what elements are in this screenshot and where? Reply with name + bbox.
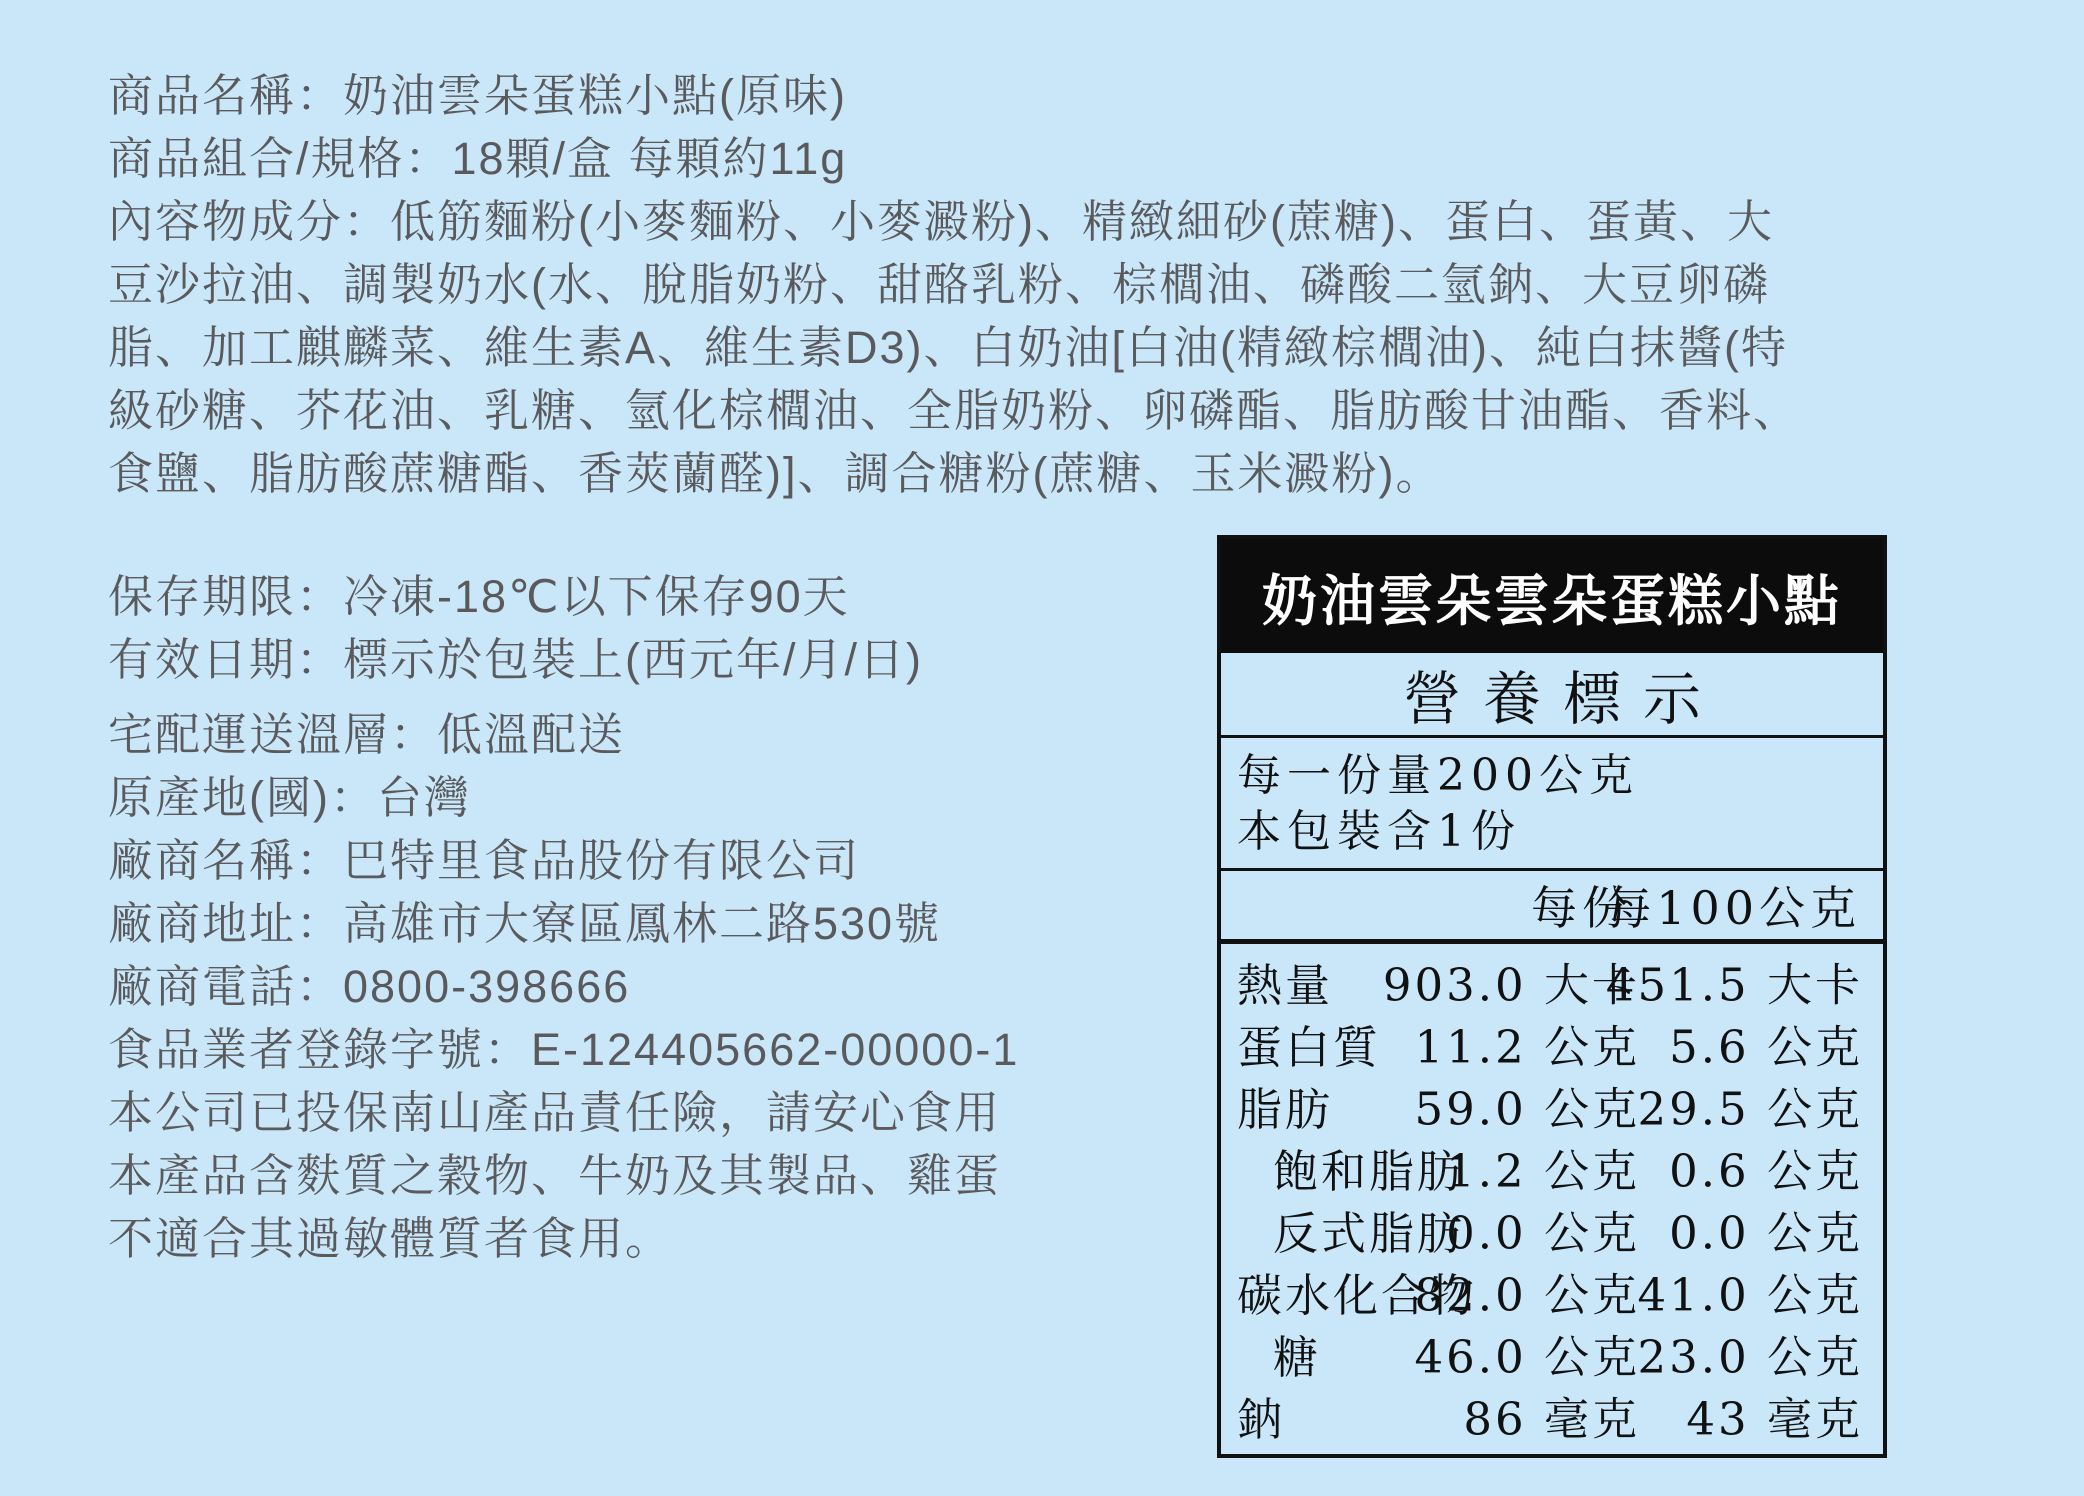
origin-country-line: 原產地(國)：台灣 (108, 772, 471, 823)
registration-number-line: 食品業者登錄字號：E-124405662-00000-1 (108, 1024, 1020, 1075)
table-row-protein (1221, 1012, 1883, 1074)
product-spec-line: 商品組合/規格：18顆/盒 每顆約11g (108, 133, 848, 184)
table-row-fat (1221, 1074, 1883, 1136)
per-100g-value: 29.5 公克 (1637, 1082, 1863, 1136)
per-100g-value: 5.6 公克 (1669, 1020, 1863, 1074)
product-header-block (108, 64, 1988, 190)
insurance-note-line: 本公司已投保南山產品責任險，請安心食用 (108, 1087, 1002, 1138)
nutrient-rows (1221, 944, 1883, 1454)
table-row-sodium (1221, 1384, 1883, 1446)
table-row-sugar (1221, 1322, 1883, 1384)
nutrient-label: 糖 (1273, 1330, 1322, 1384)
per-serving-value: 82.0 公克 (1414, 1268, 1640, 1322)
nutrient-label: 蛋白質 (1237, 1020, 1382, 1074)
ingredients-line: 內容物成分：低筋麵粉(小麥麵粉、小麥澱粉)、精緻細砂(蔗糖)、蛋白、蛋黃、大 (108, 196, 1774, 247)
allergen-note-line-2: 不適合其過敏體質者食用。 (108, 1213, 673, 1264)
allergen-note-line-1: 本產品含麩質之穀物、牛奶及其製品、雞蛋 (108, 1150, 1002, 1201)
ingredients-line: 豆沙拉油、調製奶水(水、脫脂奶粉、甜酪乳粉、棕櫚油、磷酸二氫鈉、大豆卵磷 (108, 259, 1770, 310)
ingredients-line: 脂、加工麒麟菜、維生素A、維生素D3)、白奶油[白油(精緻棕櫚油)、純白抹醬(特 (108, 322, 1788, 373)
serving-info-section (1221, 738, 1883, 871)
manufacturer-phone-line: 廠商電話：0800-398666 (108, 961, 631, 1012)
nutrient-label: 飽和脂肪 (1273, 1144, 1466, 1198)
per-serving-value: 903.0 大卡 (1382, 958, 1640, 1012)
manufacturer-name-line: 廠商名稱：巴特里食品股份有限公司 (108, 835, 861, 886)
per-serving-value: 11.2 公克 (1414, 1020, 1640, 1074)
expiry-date-line: 有效日期：標示於包裝上(西元年/月/日) (108, 634, 923, 685)
table-row-saturated-fat (1221, 1136, 1883, 1198)
per-100g-value: 41.0 公克 (1637, 1268, 1863, 1322)
per-100g-value: 23.0 公克 (1637, 1330, 1863, 1384)
table-row-carbohydrate (1221, 1260, 1883, 1322)
manufacturer-address-line: 廠商地址：高雄市大寮區鳳林二路530號 (108, 898, 942, 949)
product-name-line: 商品名稱：奶油雲朵蛋糕小點(原味) (108, 70, 847, 121)
per-100g-value: 0.6 公克 (1669, 1144, 1863, 1198)
column-header-row (1221, 871, 1883, 944)
nutrition-table-title-band: 奶油雲朵雲朵蛋糕小點 (1221, 539, 1883, 653)
nutrient-label: 反式脂肪 (1273, 1206, 1466, 1260)
delivery-temp-line: 宅配運送溫層：低溫配送 (108, 709, 626, 760)
per-100g-value: 451.5 大卡 (1605, 958, 1863, 1012)
shelf-life-line: 保存期限：冷凍-18℃以下保存90天 (108, 571, 850, 622)
nutrition-table (1217, 535, 1887, 1458)
nutrient-label: 鈉 (1237, 1392, 1286, 1446)
nutrient-label: 碳水化合物 (1237, 1268, 1478, 1322)
ingredients-line: 食鹽、脂肪酸蔗糖酯、香莢蘭醛)]、調合糖粉(蔗糖、玉米澱粉)。 (108, 448, 1443, 499)
per-serving-value: 1.2 公克 (1446, 1144, 1640, 1198)
ingredients-line: 級砂糖、芥花油、乳糖、氫化棕櫚油、全脂奶粉、卵磷酯、脂肪酸甘油酯、香料、 (108, 385, 1801, 436)
nutrient-label: 熱量 (1237, 958, 1334, 1012)
per-100g-value: 43 毫克 (1686, 1392, 1863, 1446)
table-row-trans-fat (1221, 1198, 1883, 1260)
per-serving-value: 86 毫克 (1463, 1392, 1640, 1446)
per-100g-value: 0.0 公克 (1669, 1206, 1863, 1260)
servings-per-package-line: 本包裝含1份 (1237, 806, 1521, 857)
nutrition-facts-heading: 營養標示 (1221, 653, 1883, 738)
serving-size-line: 每一份量200公克 (1237, 750, 1639, 801)
table-row-calories (1221, 950, 1883, 1012)
per-serving-value: 59.0 公克 (1414, 1082, 1640, 1136)
ingredients-block (108, 190, 1988, 505)
per-serving-column-header: 每份 (1531, 881, 1633, 935)
per-serving-value: 46.0 公克 (1414, 1330, 1640, 1384)
per-serving-value: 0.0 公克 (1446, 1206, 1640, 1260)
per-100g-column-header: 每100公克 (1605, 881, 1861, 935)
nutrient-label: 脂肪 (1237, 1082, 1334, 1136)
